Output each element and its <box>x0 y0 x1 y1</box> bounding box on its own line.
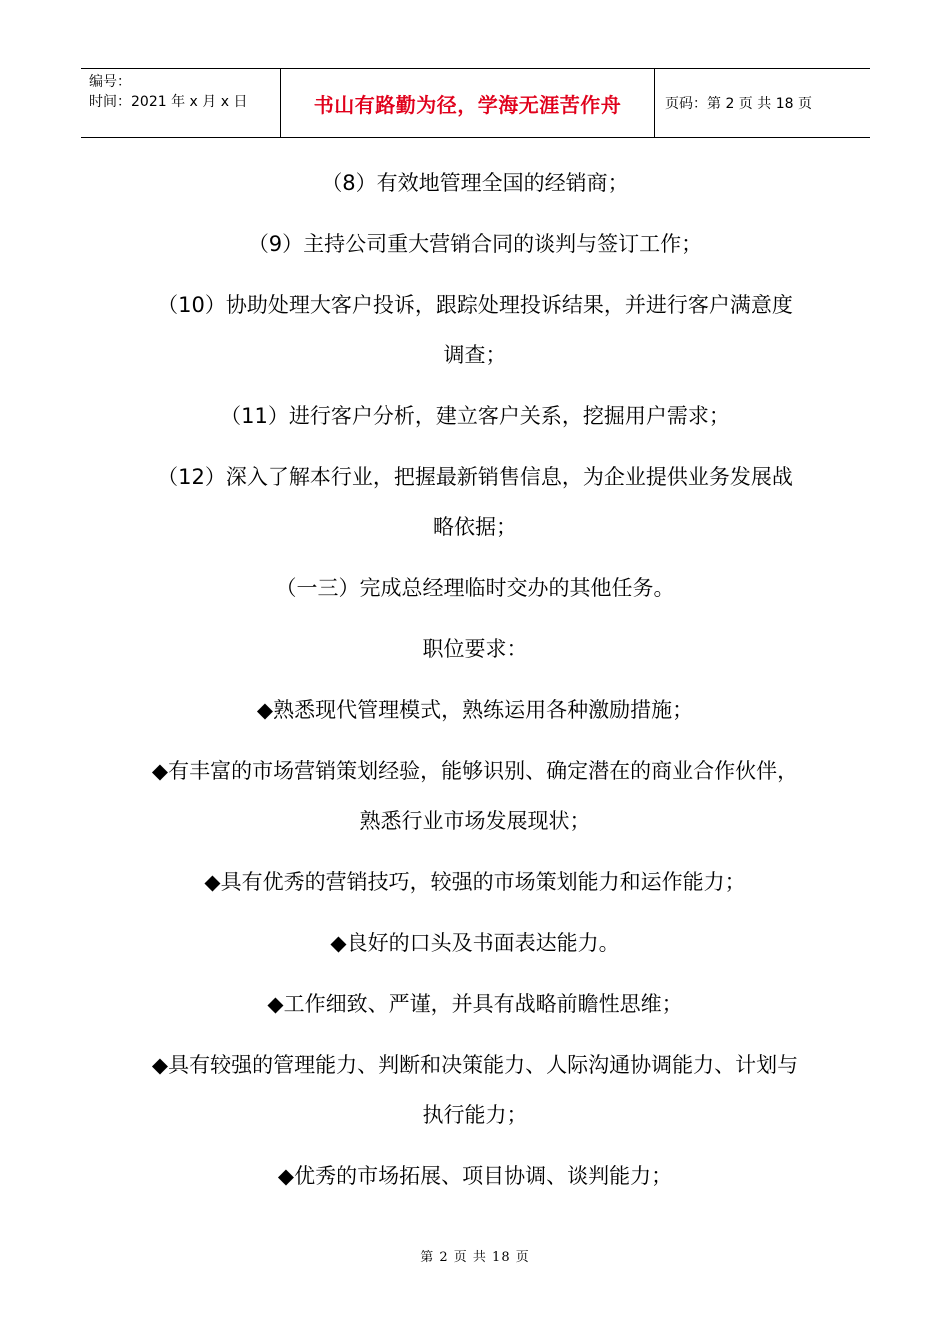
requirement-item: ◆良好的口头及书面表达能力。 <box>330 931 620 955</box>
page-info: 页码：第 2 页 共 18 页 <box>665 96 812 112</box>
duty-item-12: （12）深入了解本行业，把握最新销售信息，为企业提供业务发展战略依据； <box>157 465 793 539</box>
duty-item-10: （10）协助处理大客户投诉，跟踪处理投诉结果，并进行客户满意度调查； <box>157 293 793 367</box>
duty-item-11: （11）进行客户分析，建立客户关系，挖掘用户需求； <box>220 404 730 428</box>
header-meta <box>81 69 281 137</box>
requirement-item: ◆优秀的市场拓展、项目协调、谈判能力； <box>277 1164 673 1188</box>
motto: 书山有路勤为径，学海无涯苦作舟 <box>313 92 622 117</box>
document-body <box>150 158 800 1212</box>
serial-number-label: 编号： <box>89 74 131 90</box>
requirement-item: ◆具有优秀的营销技巧，较强的市场策划能力和运作能力； <box>204 870 746 894</box>
date-line: 时间：2021 年 x 月 x 日 <box>89 94 248 110</box>
requirement-item: ◆熟悉现代管理模式，熟练运用各种激励措施； <box>256 698 694 722</box>
duty-item-8: （8）有效地管理全国的经销商； <box>321 171 629 195</box>
requirement-item: ◆具有较强的管理能力、判断和决策能力、人际沟通协调能力、计划与执行能力； <box>151 1053 799 1127</box>
header-motto-cell <box>281 69 655 137</box>
duty-item-13: （一三）完成总经理临时交办的其他任务。 <box>275 576 675 600</box>
duty-item-9: （9）主持公司重大营销合同的谈判与签订工作； <box>247 232 703 256</box>
page-footer: 第 2 页 共 18 页 <box>420 1250 530 1265</box>
requirement-item: ◆有丰富的市场营销策划经验，能够识别、确定潜在的商业合作伙伴，熟悉行业市场发展现状； <box>151 759 799 833</box>
requirement-item: ◆工作细致、严谨，并具有战略前瞻性思维； <box>267 992 683 1016</box>
requirements-heading: 职位要求： <box>422 637 528 661</box>
document-header <box>81 68 870 138</box>
header-page-info-cell <box>655 69 870 137</box>
